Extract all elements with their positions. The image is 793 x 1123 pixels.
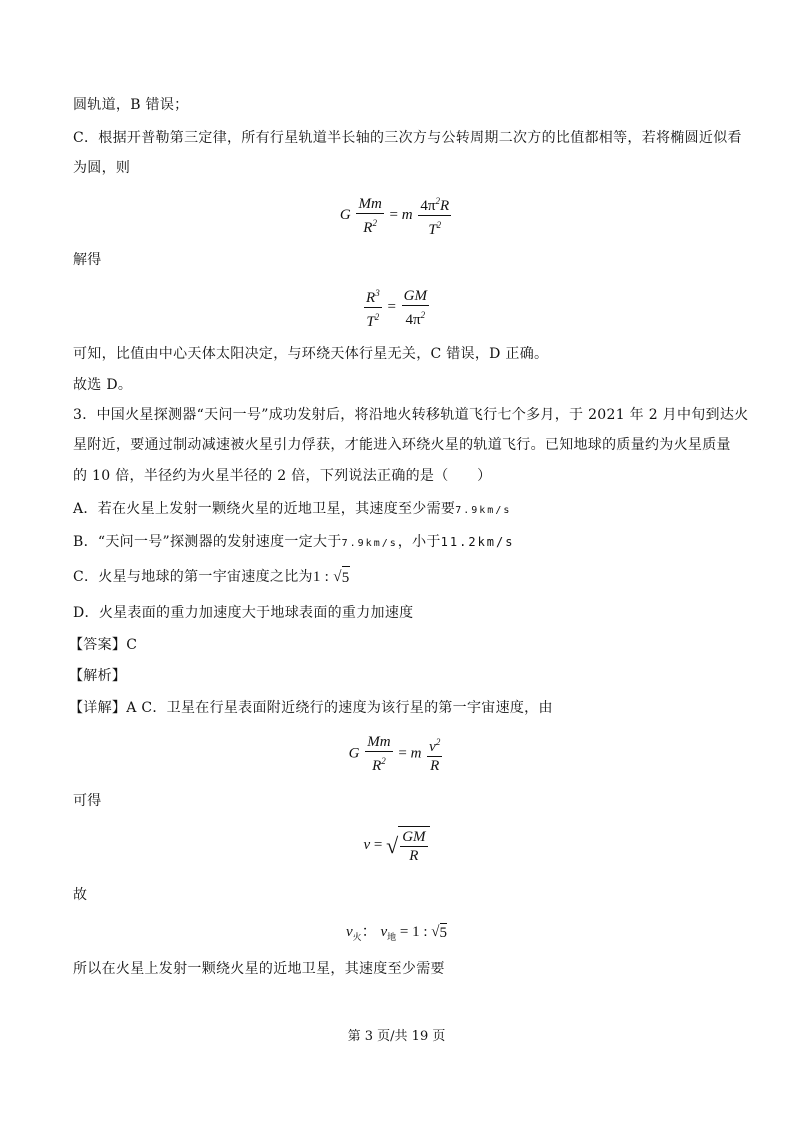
question-text: 星附近，要通过制动减速被火星引力俘获，才能进入环绕火星的轨道飞行。已知地球的质量约为火星质量 bbox=[73, 437, 731, 453]
option-c: C．火星与地球的第一宇宙速度之比为1 : √5 bbox=[73, 566, 350, 588]
formula-ratio: $\frac{R^3}{T^2}$ = $\frac{GM}{4\pi^2}$ bbox=[0, 284, 793, 331]
option-a: A．若在火星上发射一颗绕火星的近地卫星，其速度至少需要7.9km/s bbox=[73, 501, 512, 517]
question-text: 的 10 倍，半径约为火星半径的 2 倍，下列说法正确的是（ ） bbox=[73, 468, 492, 484]
formula-velocity: v = √ $\frac{GM}{R}$ bbox=[0, 826, 793, 865]
text-line: 可知，比值由中心天体太阳决定，与环绕天体行星无关，C 错误，D 正确。 bbox=[73, 346, 549, 362]
text-line: 故选 D。 bbox=[73, 377, 133, 393]
detail-text: 【详解】A C．卫星在行星表面附近绕行的速度为该行星的第一宇宙速度，由 bbox=[69, 700, 553, 716]
analysis-label: 【解析】 bbox=[69, 668, 127, 684]
question-text: 3．中国火星探测器“天问一号”成功发射后，将沿地火转移轨道飞行七个多月，于 2021 年 2 月中旬到达火 bbox=[73, 407, 749, 423]
formula-kepler: G $\frac{Mm}{R^2}$ = m $\frac{4\pi^2R}{T^2}$ bbox=[0, 192, 793, 239]
text-line: 圆轨道，B 错误； bbox=[73, 97, 189, 113]
answer-label: 【答案】C bbox=[69, 637, 138, 653]
option-b: B．“天问一号”探测器的发射速度一定大于7.9km/s，小于11.2km/s bbox=[73, 534, 515, 550]
text-line: 可得 bbox=[73, 793, 102, 809]
text-line: 为圆，则 bbox=[73, 160, 131, 176]
formula-velocity-ratio: $v_火$： $v_地 = 1$ : √5 bbox=[345, 924, 447, 942]
page-footer: 第 3 页/共 19 页 bbox=[347, 1029, 446, 1044]
option-d: D．火星表面的重力加速度大于地球表面的重力加速度 bbox=[73, 605, 414, 621]
formula-gravity-centripetal: G $\frac{Mm}{R^2}$ = m $\frac{v^2}{R}$ bbox=[348, 734, 441, 774]
text-line: C．根据开普勒第三定律，所有行星轨道半长轴的三次方与公转周期二次方的比值都相等，若将椭圆近似看 bbox=[73, 130, 742, 146]
text-line: 所以在火星上发射一颗绕火星的近地卫星，其速度至少需要 bbox=[73, 961, 445, 977]
text-line: 解得 bbox=[73, 252, 102, 268]
text-line: 故 bbox=[73, 887, 88, 903]
